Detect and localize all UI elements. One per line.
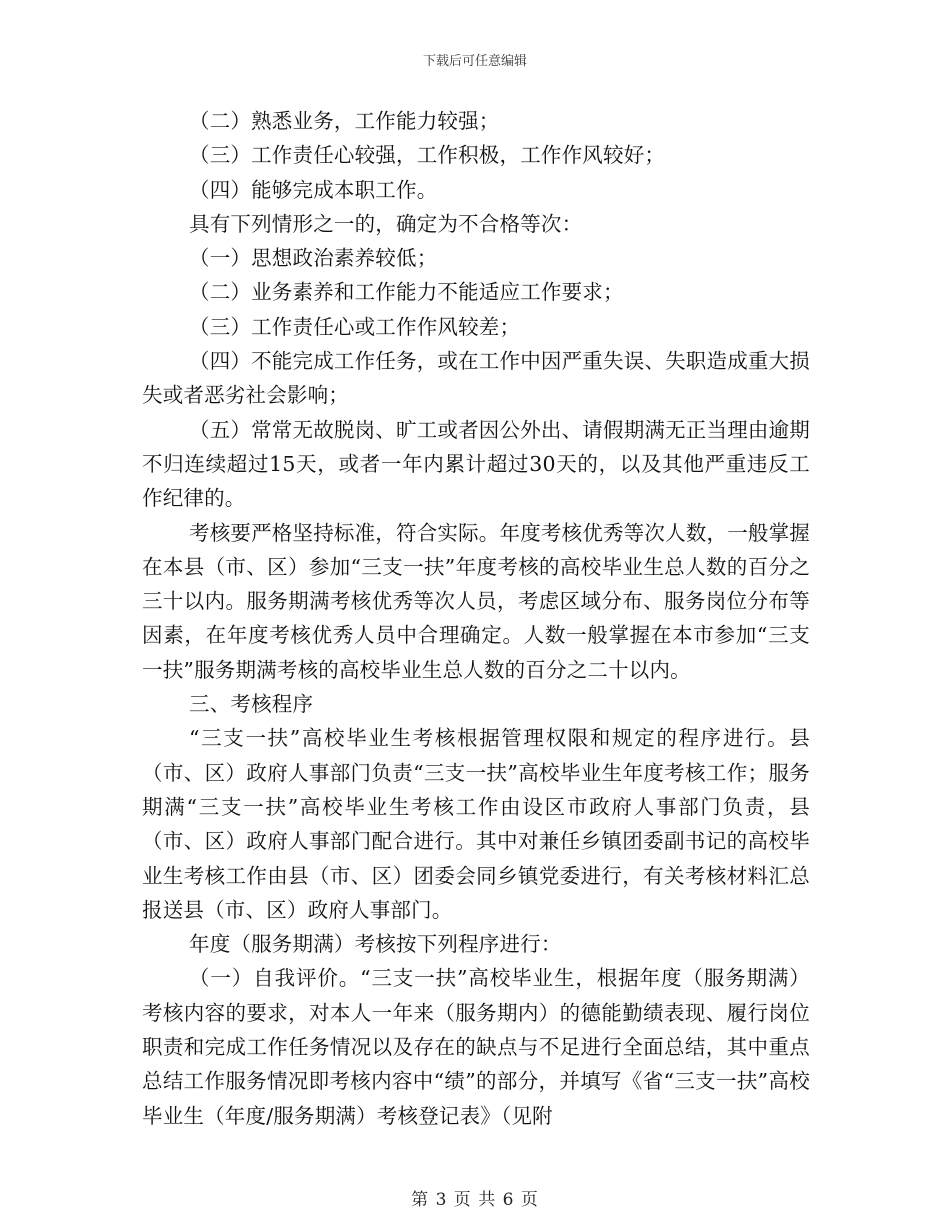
paragraph-2: （三）工作责任心较强，工作积极，工作作风较好； [189,143,666,168]
paragraph-3: （四）能够完成本职工作。 [189,177,438,202]
page-header: 下载后可任意编辑 [422,54,527,69]
paragraph-7: （三）工作责任心或工作作风较差； [189,314,521,339]
paragraph-12: “三支一扶”高校毕业生考核根据管理权限和规定的程序进行。县（市、区）政府人事部门负责“三支一扶”高校毕业生年度考核工作；服务期满“三支一扶”高校毕业生考核工作由设区市政府人事部门负责，县（市、区）政府人事部门配合进行。其中对兼任乡镇团委副书记的高校毕业生考核工作由县（市、区）团委会同乡镇党委进行，有关考核材料汇总报送县（市、区）政府人事部门。 [142,726,810,922]
page-number: 第 3 页 共 6 页 [411,1190,539,1210]
paragraph-1: （二）熟悉业务，工作能力较强； [189,109,500,133]
section-heading: 三、考核程序 [189,692,314,717]
paragraph-10: 考核要严格坚持标准，符合实际。年度考核优秀等次人数，一般掌握在本县（市、区）参加“三支一扶”年度考核的高校毕业生总人数的百分之三十以内。服务期满考核优秀等次人员，考虑区域分布、服务岗位分布等因素，在年度考核优秀人员中合理确定。人数一般掌握在本市参加“三支一扶”服务期满考核的高校毕业生总人数的百分之二十以内。 [142,520,810,682]
paragraph-14: （一）自我评价。“三支一扶”高校毕业生，根据年度（服务期满）考核内容的要求，对本人一年来（服务期内）的德能勤绩表现、履行岗位职责和完成工作任务情况以及存在的缺点与不足进行全面总结，其中重点总结工作服务情况即考核内容中“绩”的部分，并填写《省“三支一扶”高校毕业生（年度/服务期满）考核登记表》（见附 [142,966,810,1128]
document-body [142,104,810,1133]
paragraph-4: 具有下列情形之一的，确定为不合格等次： [189,211,583,236]
paragraph-6: （二）业务素养和工作能力不能适应工作要求； [189,280,624,305]
paragraph-8: （四）不能完成工作任务，或在工作中因严重失误、失职造成重大损失或者恶劣社会影响； [142,349,810,408]
paragraph-5: （一）思想政治素养较低； [189,246,438,271]
paragraph-9: （五）常常无故脱岗、旷工或者因公外出、请假期满无正当理由逾期不归连续超过15天，或者一年内累计超过30天的，以及其他严重违反工作纪律的。 [142,417,810,511]
paragraph-13: 年度（服务期满）考核按下列程序进行： [189,932,562,957]
